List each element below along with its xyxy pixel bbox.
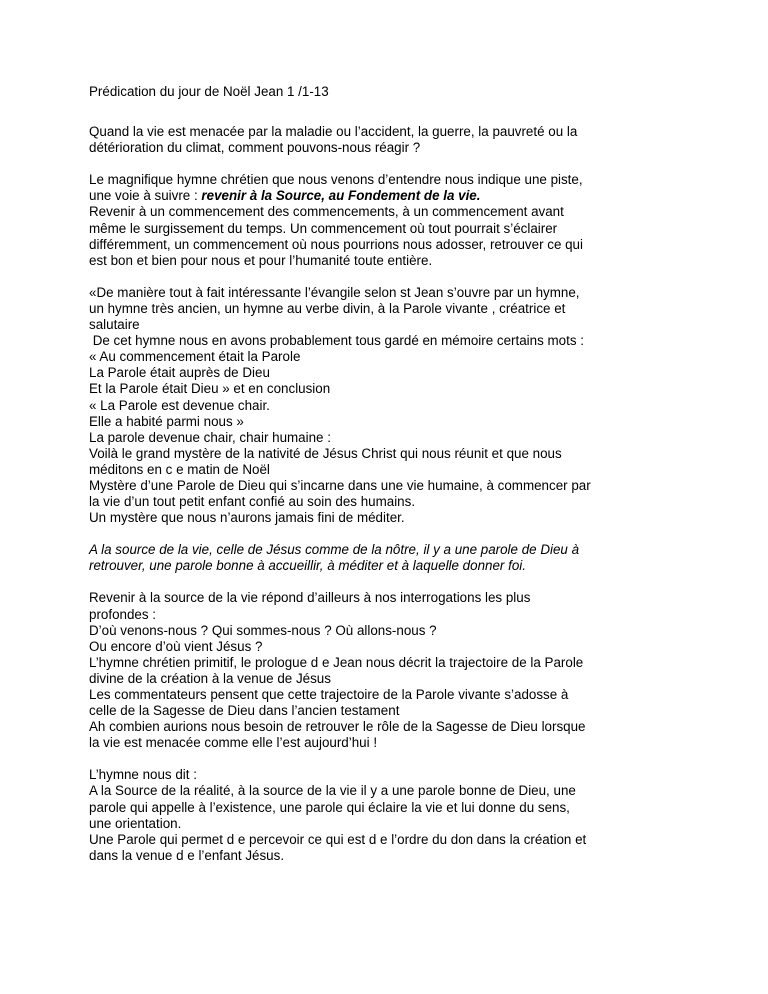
text-line: un hymne très ancien, un hymne au verbe divin, à la Parole vivante , créatrice et xyxy=(89,300,566,316)
text-line: Et la Parole était Dieu » et en conclusion xyxy=(89,381,331,397)
text-line: A la Source de la réalité, à la source de la vie il y a une parole bonne de Dieu, une xyxy=(89,783,576,799)
text-line: dans la venue d e l’enfant Jésus. xyxy=(89,847,285,863)
text-line: différemment, un commencement où nous pourrions nous adosser, retrouver ce qui xyxy=(89,236,583,252)
text-line: Mystère d’une Parole de Dieu qui s’incarne dans une vie humaine, à commencer par xyxy=(89,477,591,493)
text-line: est bon et bien pour nous et pour l’humanité toute entière. xyxy=(89,252,433,268)
text-line: Le magnifique hymne chrétien que nous venons d’entendre nous indique une piste, xyxy=(89,172,583,188)
text-line: D’où venons-nous ? Qui sommes-nous ? Où allons-nous ? xyxy=(89,622,437,638)
text-line: méditons en c e matin de Noël xyxy=(89,461,270,477)
text-line: celle de la Sagesse de Dieu dans l’ancien testament xyxy=(89,703,400,719)
text-line: parole qui appelle à l’existence, une parole qui éclaire la vie et lui donne du sens, xyxy=(89,799,570,815)
text-line: salutaire xyxy=(89,317,140,333)
text-line: Revenir à la source de la vie répond d’ailleurs à nos interrogations les plus xyxy=(89,590,531,606)
paragraph-4-italic xyxy=(89,542,689,574)
text-line: la vie d’un tout petit enfant confié au soin des humains. xyxy=(89,494,416,510)
paragraph-1 xyxy=(89,124,689,156)
paragraph-3 xyxy=(89,285,689,526)
paragraph-2 xyxy=(89,172,689,269)
text-line: Un mystère que nous n’aurons jamais fini de méditer. xyxy=(89,510,405,526)
text-line: une orientation. xyxy=(89,815,182,831)
text-line: La parole devenue chair, chair humaine : xyxy=(89,429,331,445)
text-line: De cet hymne nous en avons probablement tous gardé en mémoire certains mots : xyxy=(89,333,584,349)
paragraph-6 xyxy=(89,767,689,864)
text-line: Quand la vie est menacée par la maladie ou l’accident, la guerre, la pauvreté ou la xyxy=(89,124,578,140)
text-line: La Parole était auprès de Dieu xyxy=(89,365,270,381)
document-title: Prédication du jour de Noël Jean 1 /1-13 xyxy=(89,84,329,99)
paragraph-5 xyxy=(89,590,689,751)
emphasized-phrase: revenir à la Source, au Fondement de la vie. xyxy=(201,188,481,204)
document-page xyxy=(89,84,689,864)
text-line: détérioration du climat, comment pouvons-nous réagir ? xyxy=(89,140,421,156)
text-line: Ah combien aurions nous besoin de retrouver le rôle de la Sagesse de Dieu lorsque xyxy=(89,719,586,735)
text-line: « Au commencement était la Parole xyxy=(89,349,301,365)
text-line: A la source de la vie, celle de Jésus comme de la nôtre, il y a une parole de Dieu à xyxy=(89,542,580,558)
text-line: Elle a habité parmi nous » xyxy=(89,413,244,429)
text-line: retrouver, une parole bonne à accueillir, à méditer et à laquelle donner foi. xyxy=(89,558,526,574)
text-fragment: une voie à suivre : xyxy=(89,188,202,204)
text-line: Revenir à un commencement des commencements, à un commencement avant xyxy=(89,204,564,220)
text-line: Ou encore d’où vient Jésus ? xyxy=(89,638,263,654)
text-line: profondes : xyxy=(89,606,156,622)
text-line: L’hymne nous dit : xyxy=(89,767,197,783)
text-line: même le surgissement du temps. Un commencement où tout pourrait s’éclairer xyxy=(89,220,558,236)
text-line: divine de la création à la venue de Jésus xyxy=(89,670,331,686)
text-line: « La Parole est devenue chair. xyxy=(89,397,270,413)
text-line: L’hymne chrétien primitif, le prologue d e Jean nous décrit la trajectoire de la Parole xyxy=(89,654,584,670)
text-line: Voilà le grand mystère de la nativité de Jésus Christ qui nous réunit et que nous xyxy=(89,445,562,461)
text-line: Une Parole qui permet d e percevoir ce qui est d e l’ordre du don dans la création et xyxy=(89,831,587,847)
text-line: Les commentateurs pensent que cette trajectoire de la Parole vivante s’adosse à xyxy=(89,687,569,702)
text-line xyxy=(89,188,689,204)
text-line: «De manière tout à fait intéressante l’évangile selon st Jean s’ouvre par un hymne, xyxy=(89,284,580,300)
text-line: la vie est menacée comme elle l’est aujourd’hui ! xyxy=(89,735,378,751)
